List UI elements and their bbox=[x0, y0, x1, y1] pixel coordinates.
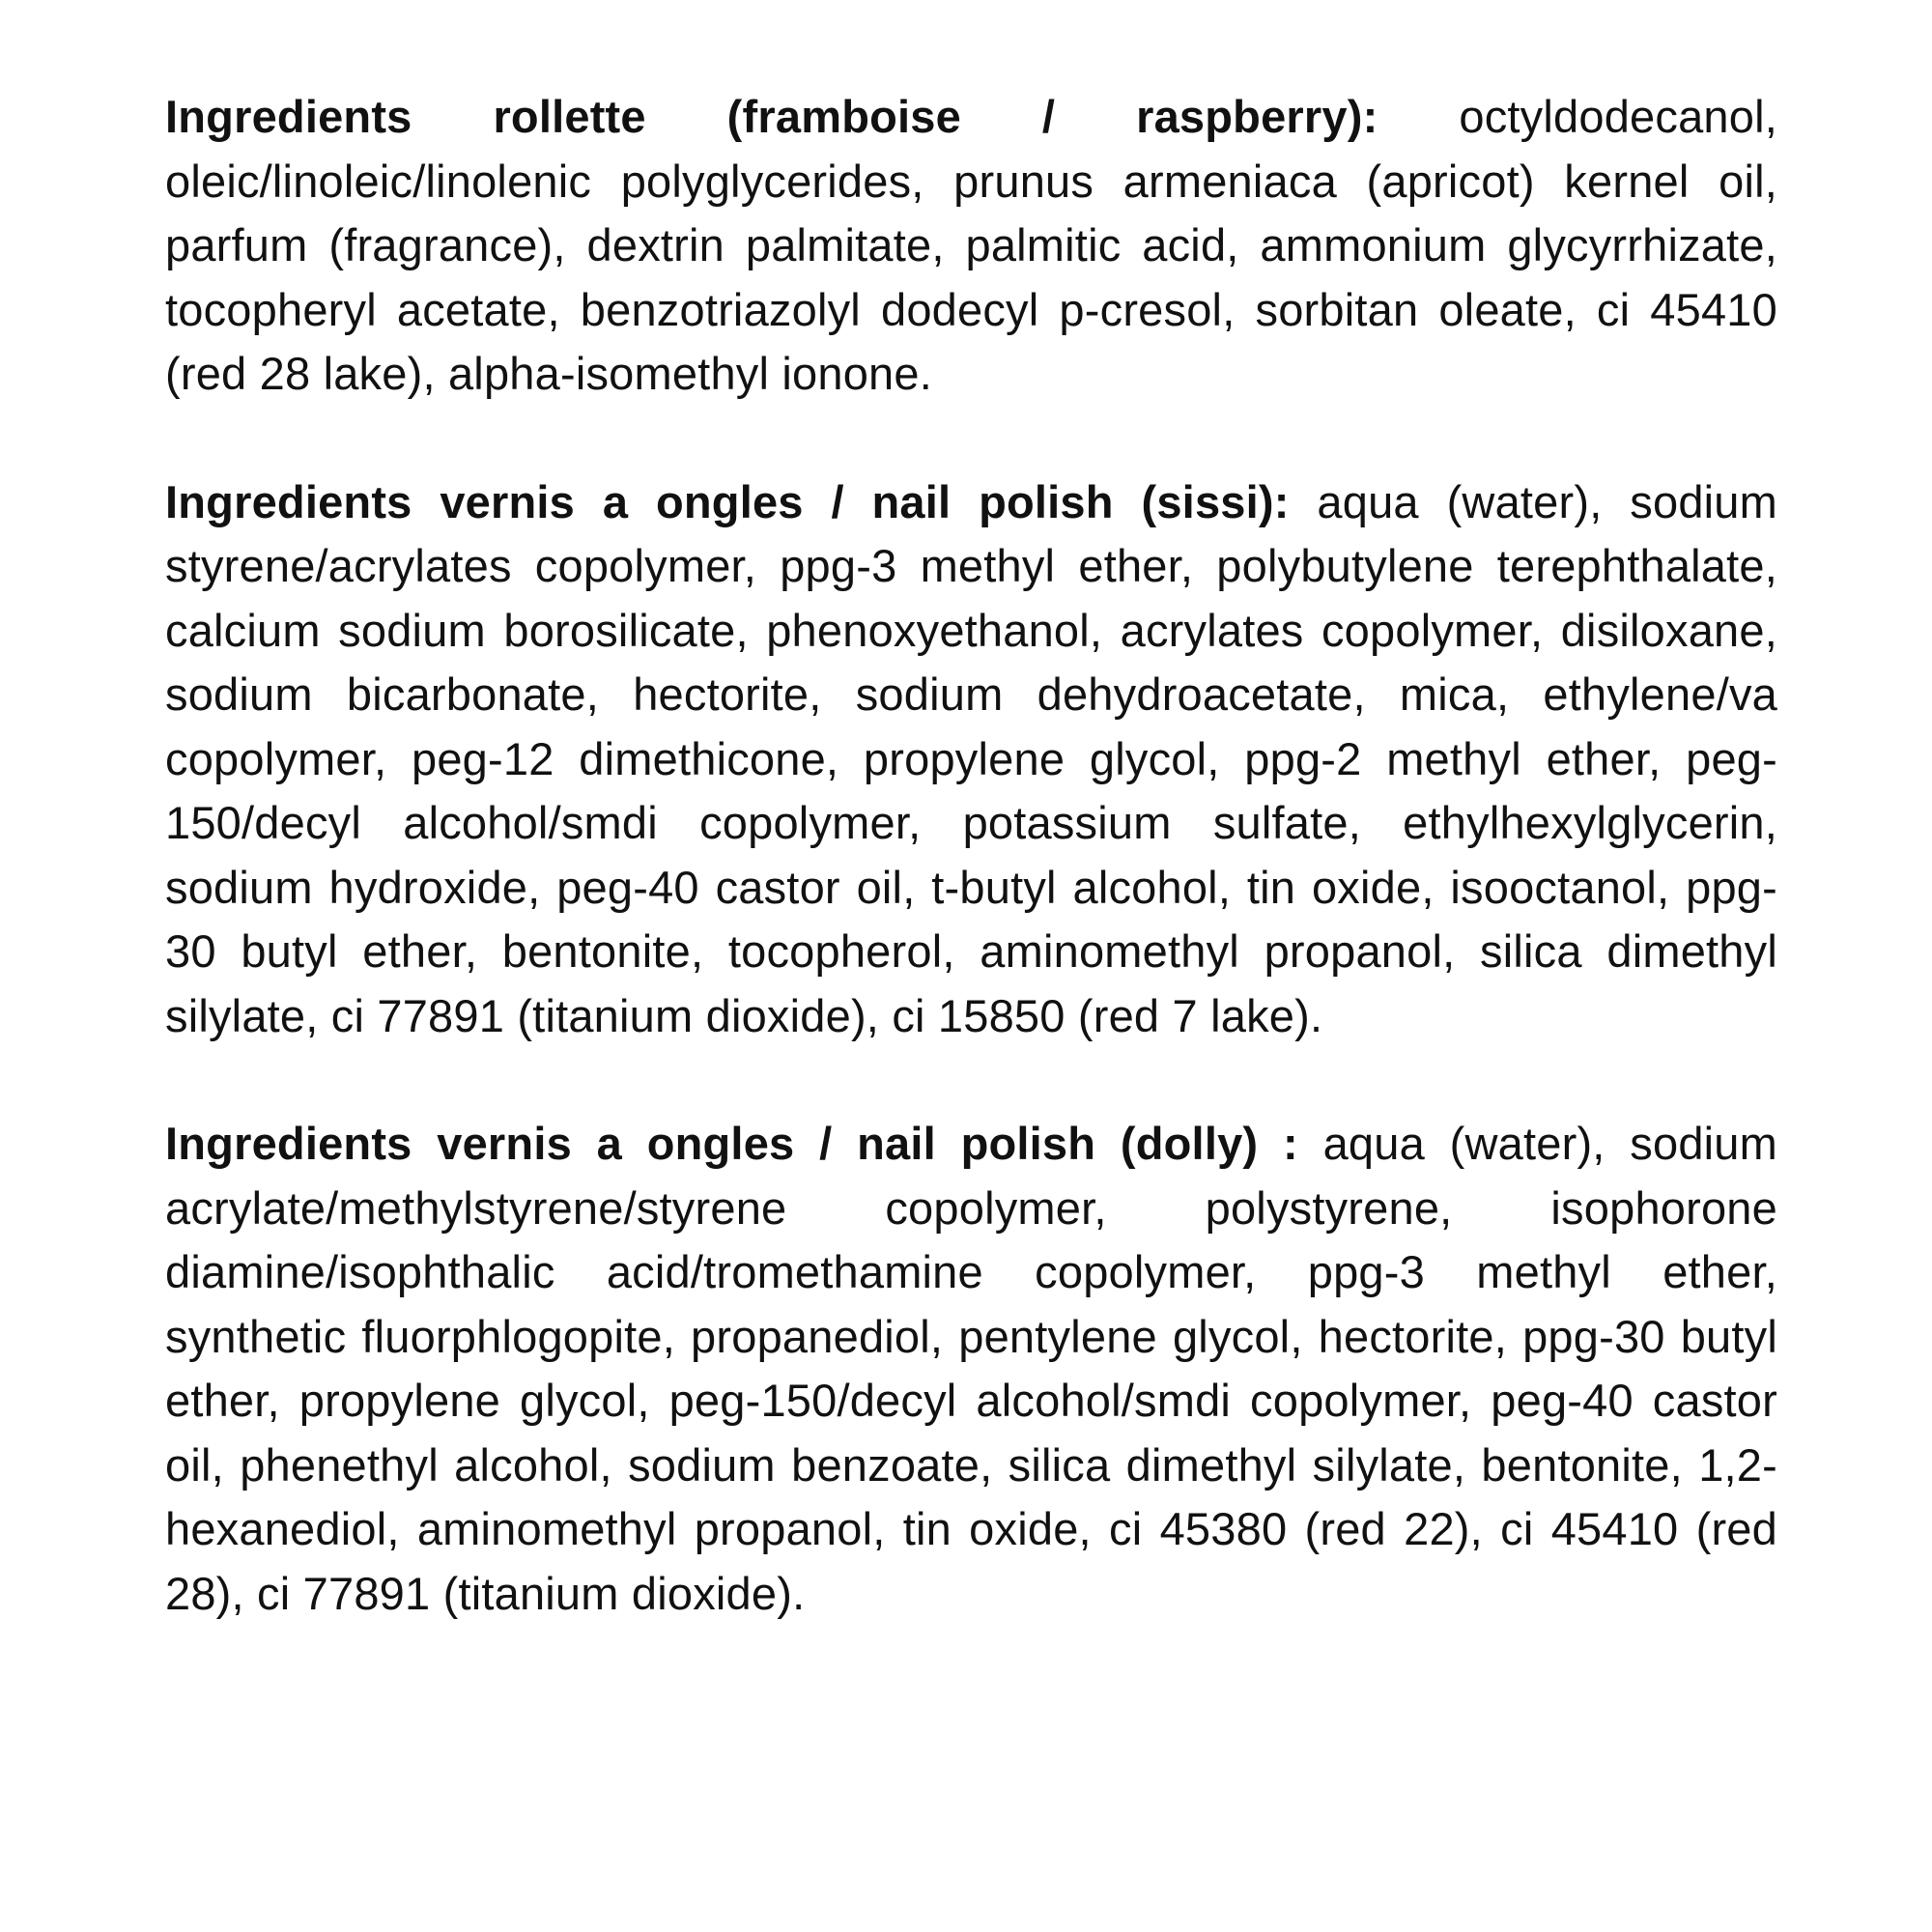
ingredients-section-rollette bbox=[165, 85, 1777, 407]
ingredients-document bbox=[165, 85, 1777, 1626]
ingredients-section-nail-polish-sissi bbox=[165, 470, 1777, 1049]
section-heading: Ingredients rollette (framboise / raspberry): bbox=[165, 91, 1378, 142]
ingredients-list: aqua (water), sodium acrylate/methylstyrene/styrene copolymer, polystyrene, isophorone diamine/isophthalic acid/tromethamine copolymer, ppg-3 methyl ether, synthetic fluorphlogopite, propanediol, pentylene glycol, hectorite, ppg-30 butyl ether, propylene glycol, peg-150/decyl alcohol/smdi copolymer, peg-40 castor oil, phenethyl alcohol, sodium benzoate, silica dimethyl silylate, bentonite, 1,2-hexanediol, aminomethyl propanol, tin oxide, ci 45380 (red 22), ci 45410 (red 28), ci 77891 (titanium dioxide). bbox=[165, 1118, 1777, 1619]
section-heading: Ingredients vernis a ongles / nail polish (sissi): bbox=[165, 475, 1290, 527]
ingredients-section-nail-polish-dolly bbox=[165, 1112, 1777, 1626]
ingredients-list: aqua (water), sodium styrene/acrylates copolymer, ppg-3 methyl ether, polybutylene terephthalate, calcium sodium borosilicate, phenoxyethanol, acrylates copolymer, disiloxane, sodium bicarbonate, hectorite, sodium dehydroacetate, mica, ethylene/va copolymer, peg-12 dimethicone, propylene glycol, ppg-2 methyl ether, peg-150/decyl alcohol/smdi copolymer, potassium sulfate, ethylhexylglycerin, sodium hydroxide, peg-40 castor oil, t-butyl alcohol, tin oxide, isooctanol, ppg-30 butyl ether, bentonite, tocopherol, aminomethyl propanol, silica dimethyl silylate, ci 77891 (titanium dioxide), ci 15850 (red 7 lake). bbox=[165, 475, 1777, 1041]
section-heading: Ingredients vernis a ongles / nail polish (dolly) : bbox=[165, 1118, 1298, 1169]
ingredients-list: octyldodecanol, oleic/linoleic/linolenic polyglycerides, prunus armeniaca (apricot) kernel oil, parfum (fragrance), dextrin palmitate, palmitic acid, ammonium glycyrrhizate, tocopheryl acetate, benzotriazolyl dodecyl p-cresol, sorbitan oleate, ci 45410 (red 28 lake), alpha-isomethyl ionone. bbox=[165, 91, 1777, 399]
